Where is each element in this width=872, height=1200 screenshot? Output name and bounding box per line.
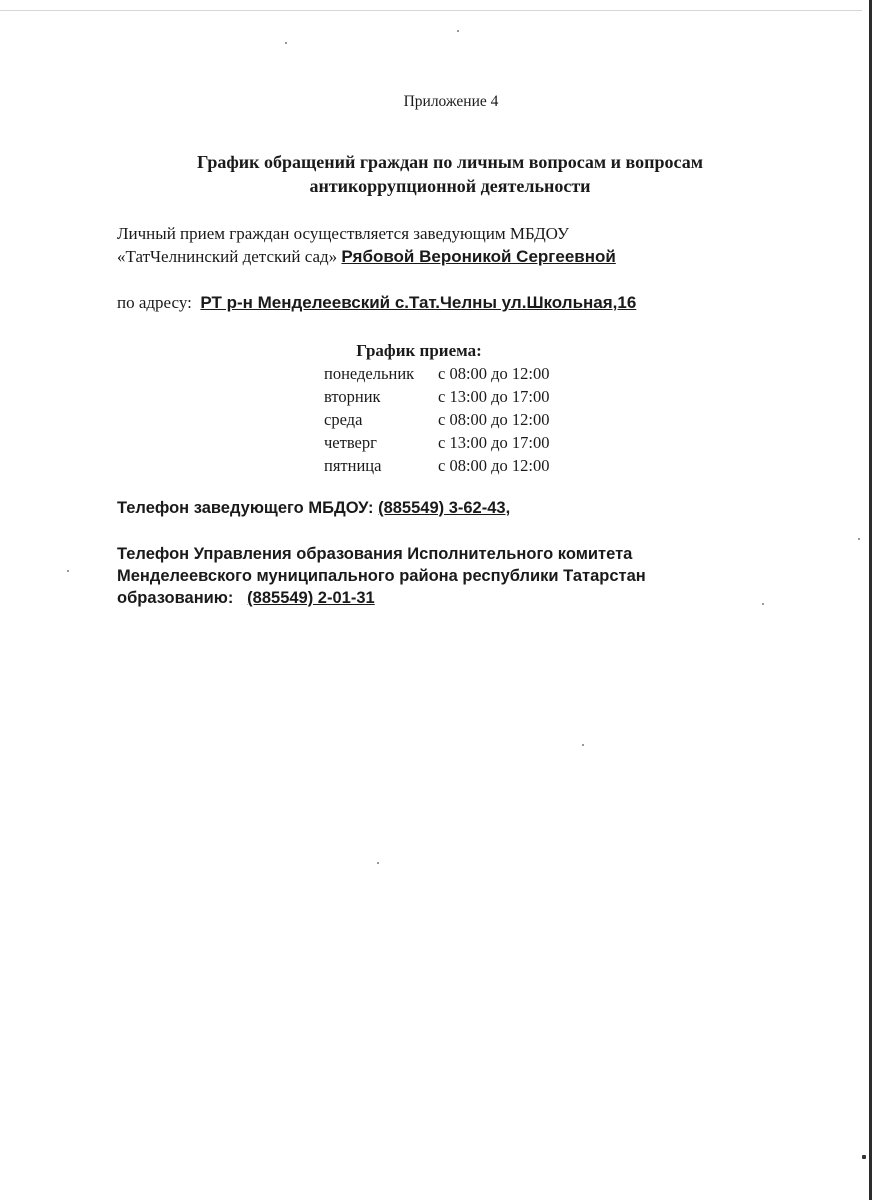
scan-speck [285,42,287,44]
reception-info [117,222,616,268]
schedule-title: График приема: [356,341,482,360]
schedule-row [314,362,604,385]
schedule-row [314,385,604,408]
department-line-1: Телефон Управления образования Исполнительного комитета [117,545,633,563]
scan-speck [858,538,860,540]
document-title [150,150,750,198]
department-phone-label: образованию: [117,589,234,607]
scan-speck [862,1155,866,1159]
department-phone-block [117,543,646,609]
schedule-row [314,431,604,454]
schedule-time: с 08:00 до 12:00 [438,410,550,429]
head-name: Рябовой Вероникой Сергеевной [341,247,616,266]
address-value: РТ р-н Менделеевский с.Тат.Челны ул.Школьная,16 [200,293,637,312]
scan-speck [377,862,379,864]
scan-speck [582,744,584,746]
scan-speck [762,603,764,605]
schedule-day: пятница [324,456,382,475]
scan-edge-line [0,10,862,11]
department-phone-value: (885549) 2-01-31 [247,589,375,607]
schedule-day: вторник [324,387,381,406]
scan-speck [67,570,69,572]
schedule-time: с 08:00 до 12:00 [438,456,550,475]
schedule-time: с 13:00 до 17:00 [438,433,550,452]
title-line-2: антикоррупционной деятельности [309,176,591,196]
address-line [117,291,636,314]
head-phone-label: Телефон заведующего МБДОУ: [117,499,374,517]
schedule-time: с 08:00 до 12:00 [438,364,550,383]
head-phone-value: (885549) 3-62-43, [378,499,511,517]
schedule-day: среда [324,410,363,429]
schedule-row [314,408,604,431]
schedule-row [314,454,604,477]
address-label: по адресу: [117,293,192,312]
reception-info-line-2 [117,245,616,268]
appendix-label: Приложение 4 [403,93,499,110]
reception-schedule [314,339,604,477]
schedule-time: с 13:00 до 17:00 [438,387,550,406]
title-line-1: График обращений граждан по личным вопросам и вопросам [197,152,703,172]
scan-speck [457,30,459,32]
schedule-day: четверг [324,433,377,452]
department-line-3 [117,587,646,609]
head-phone-line [117,497,510,519]
department-line-2: Менделеевского муниципального района республики Татарстан [117,567,646,585]
reception-info-line-1: Личный прием граждан осуществляется заведующим МБДОУ [117,224,570,243]
kindergarten-name: «ТатЧелнинский детский сад» [117,247,338,266]
schedule-day: понедельник [324,364,415,383]
